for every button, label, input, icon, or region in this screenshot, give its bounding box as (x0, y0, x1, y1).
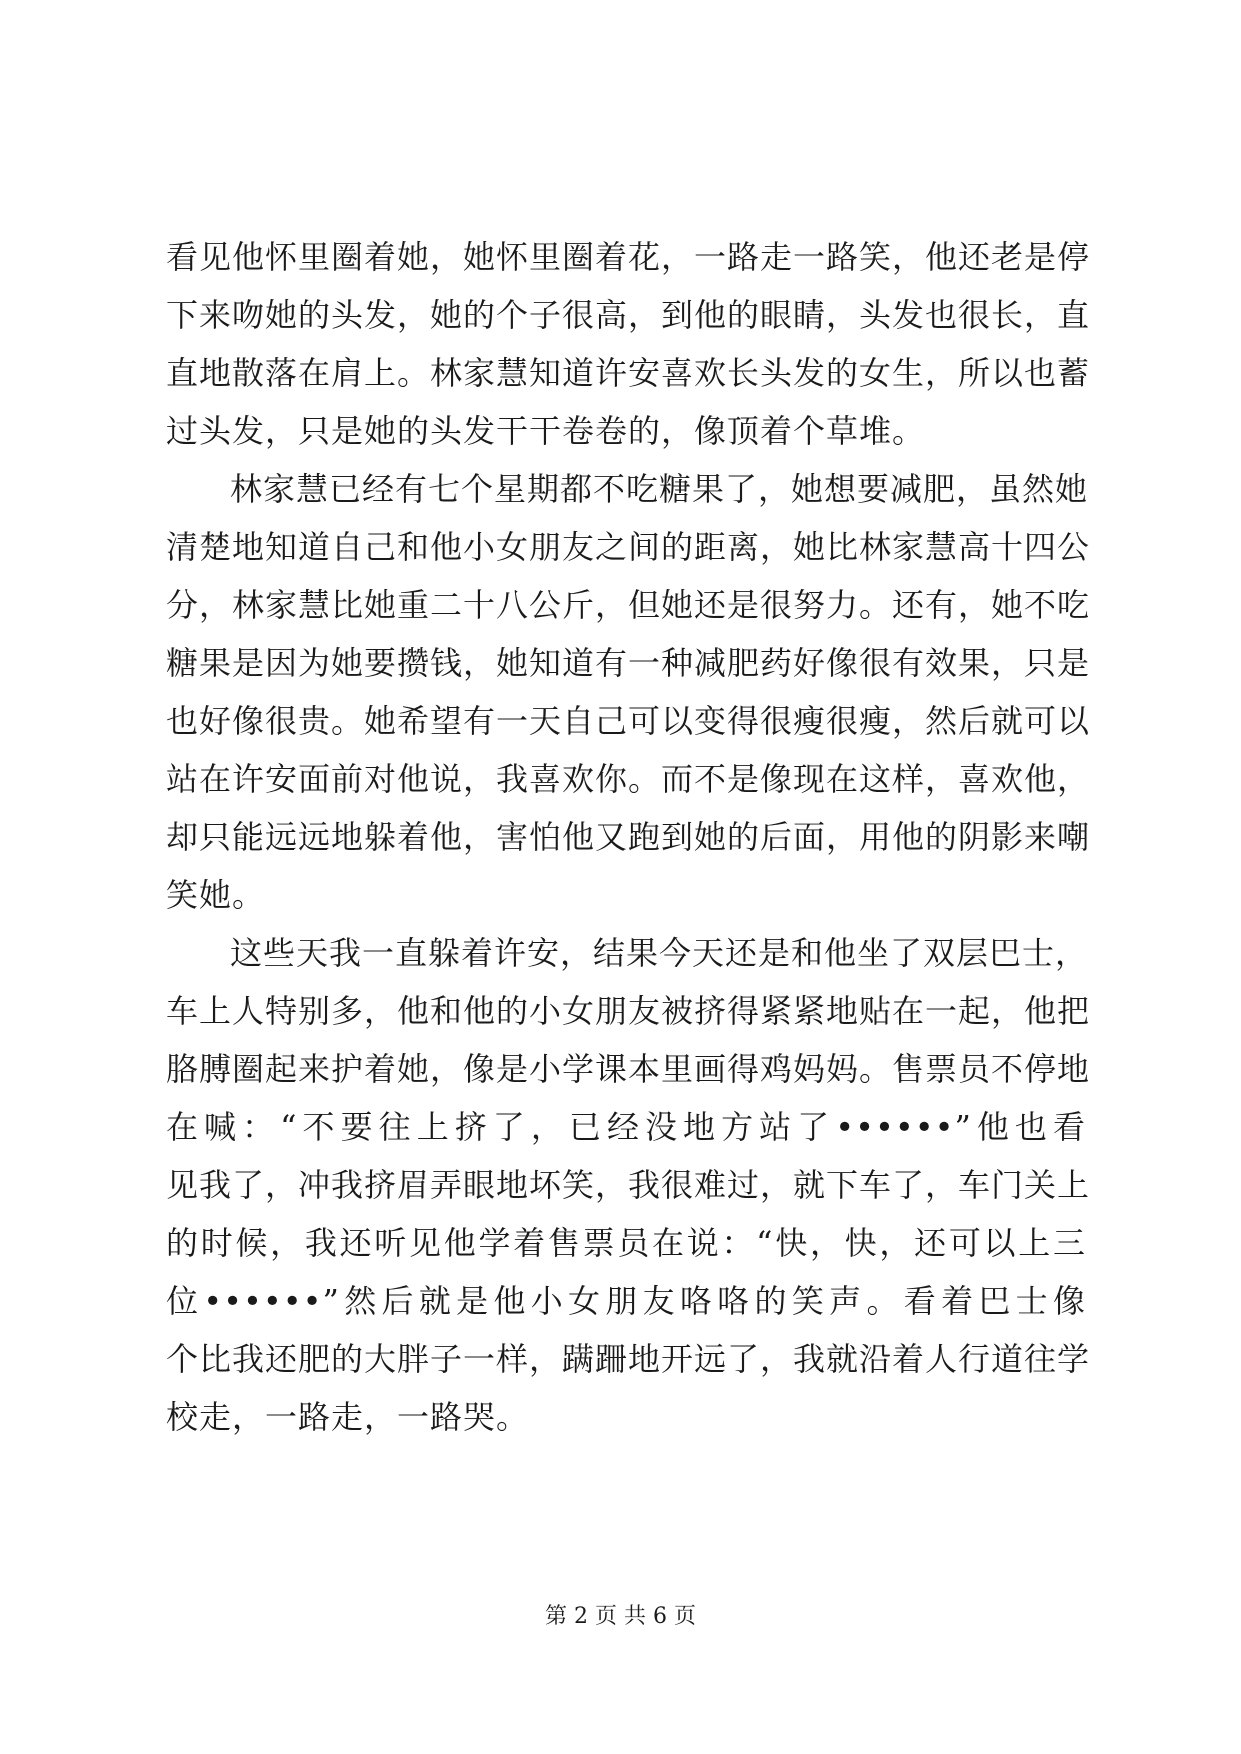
page-footer: 第 2 页 共 6 页 (545, 1604, 696, 1629)
text-line: 却只能远远地躲着他，害怕他又跑到她的后面，用他的阴影来嘲 (166, 818, 1091, 856)
text-line: 的时候，我还听见他学着售票员在说：“快，快，还可以上三 (166, 1224, 1086, 1262)
text-line: 胳膊圈起来护着她，像是小学课本里画得鸡妈妈。售票员不停地 (166, 1050, 1091, 1088)
text-line: 见我了，冲我挤眉弄眼地坏笑，我很难过，就下车了，车门关上 (166, 1166, 1091, 1204)
text-line: 直地散落在肩上。林家慧知道许安喜欢长头发的女生，所以也蓄 (166, 354, 1091, 392)
text-line: 笑她。 (166, 876, 266, 914)
text-line: 下来吻她的头发，她的个子很高，到他的眼睛，头发也很长，直 (166, 296, 1091, 334)
text-line: 看见他怀里圈着她，她怀里圈着花，一路走一路笑，他还老是停 (166, 238, 1091, 276)
text-line: 校走，一路走，一路哭。 (166, 1398, 530, 1436)
text-line: 清楚地知道自己和他小女朋友之间的距离，她比林家慧高十四公 (166, 528, 1091, 566)
text-line: 在喊：“不要往上挤了，已经没地方站了••••••”他也看 (166, 1108, 1086, 1146)
text-line: 林家慧已经有七个星期都不吃糖果了，她想要减肥，虽然她 (230, 470, 1089, 508)
text-line: 车上人特别多，他和他的小女朋友被挤得紧紧地贴在一起，他把 (166, 992, 1091, 1030)
text-line: 个比我还肥的大胖子一样，蹒跚地开远了，我就沿着人行道往学 (166, 1340, 1091, 1378)
text-line: 站在许安面前对他说，我喜欢你。而不是像现在这样，喜欢他， (166, 760, 1091, 798)
text-line: 糖果是因为她要攒钱，她知道有一种减肥药好像很有效果，只是 (166, 644, 1091, 682)
text-line: 这些天我一直躲着许安，结果今天还是和他坐了双层巴士， (230, 934, 1089, 972)
text-line: 位••••••”然后就是他小女朋友咯咯的笑声。看着巴士像 (166, 1282, 1086, 1320)
text-line: 过头发，只是她的头发干干卷卷的，像顶着个草堆。 (166, 412, 926, 450)
text-line: 分，林家慧比她重二十八公斤，但她还是很努力。还有，她不吃 (166, 586, 1091, 624)
text-line: 也好像很贵。她希望有一天自己可以变得很瘦很瘦，然后就可以 (166, 702, 1091, 740)
